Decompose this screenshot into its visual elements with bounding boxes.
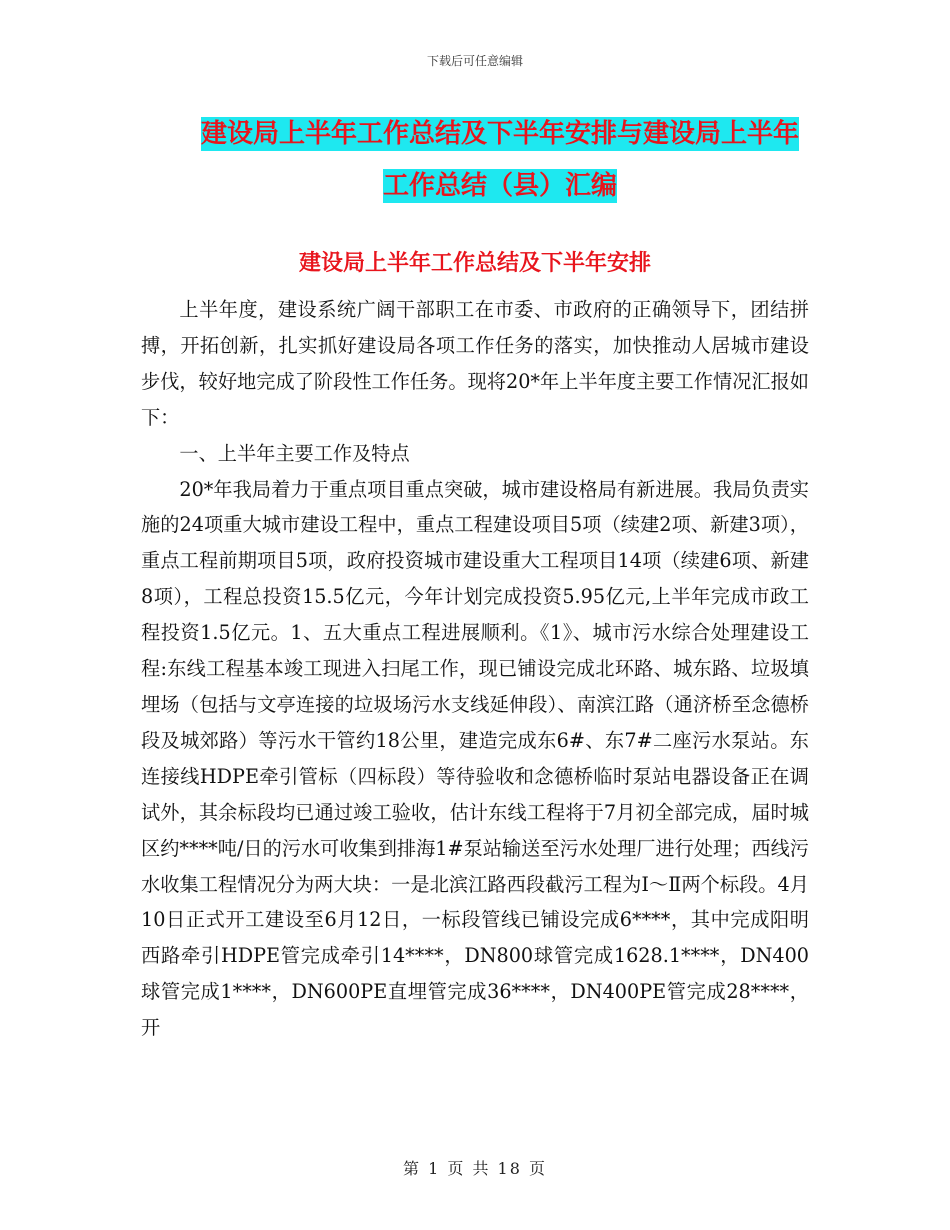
paragraph-heading-1: 一、上半年主要工作及特点 — [179, 441, 410, 465]
page-number-footer: 第 1 页 共 18 页 — [403, 1159, 547, 1178]
document-title-line2: 工作总结（县）汇编 — [382, 171, 617, 201]
document-title — [100, 108, 900, 212]
paragraph-projects: 20*年我局着力于重点项目重点突破，城市建设格局有新进展。我局负责实施的24项重大城市建设工程中，重点工程建设项目5项（续建2项、新建3项），重点工程前期项目5项，政府投资城市建设重大工程项目14项（续建6项、新建8项），工程总投资15.5亿元，今年计划完成投资5.95亿元,上半年完成市政工程投资1.5亿元。1、五大重点工程进展顺利。《1》、城市污水综合处理建设工程:东线工程基本竣工现进入扫尾工作，现已铺设完成北环路、城东路、垃圾填埋场（包括与文亭连接的垃圾场污水支线延伸段）、南滨江路（通济桥至念德桥段及城郊路）等污水干管约18公里，建造完成东6#、东7#二座污水泵站。东连接线HDPE牵引管标（四标段）等待验收和念德桥临时泵站电器设备正在调试外，其余标段均已通过竣工验收，估计东线工程将于7月初全部完成，届时城区约****吨/日的污水可收集到排海1#泵站输送至污水处理厂进行处理；西线污水收集工程情况分为两大块：一是北滨江路西段截污工程为Ⅰ～Ⅱ两个标段。4月10日正式开工建设至6月12日，一标段管线已铺设完成6****，其中完成阳明西路牵引HDPE管完成牵引14****，DN800球管完成1628.1****，DN400球管完成1****，DN600PE直埋管完成36****，DN400PE管完成28****，开 — [141, 477, 809, 1040]
section-title: 建设局上半年工作总结及下半年安排 — [298, 251, 651, 276]
document-title-line1: 建设局上半年工作总结及下半年安排与建设局上半年 — [200, 119, 799, 149]
paragraph-intro: 上半年度，建设系统广阔干部职工在市委、市政府的正确领导下，团结拼搏，开拓创新，扎实抓好建设局各项工作任务的落实，加快推动人居城市建设步伐，较好地完成了阶段性工作任务。现将20*年上半年度主要工作情况汇报如下： — [141, 298, 809, 429]
document-body — [141, 292, 809, 1046]
page-header-note: 下载后可任意编辑 — [426, 54, 523, 68]
